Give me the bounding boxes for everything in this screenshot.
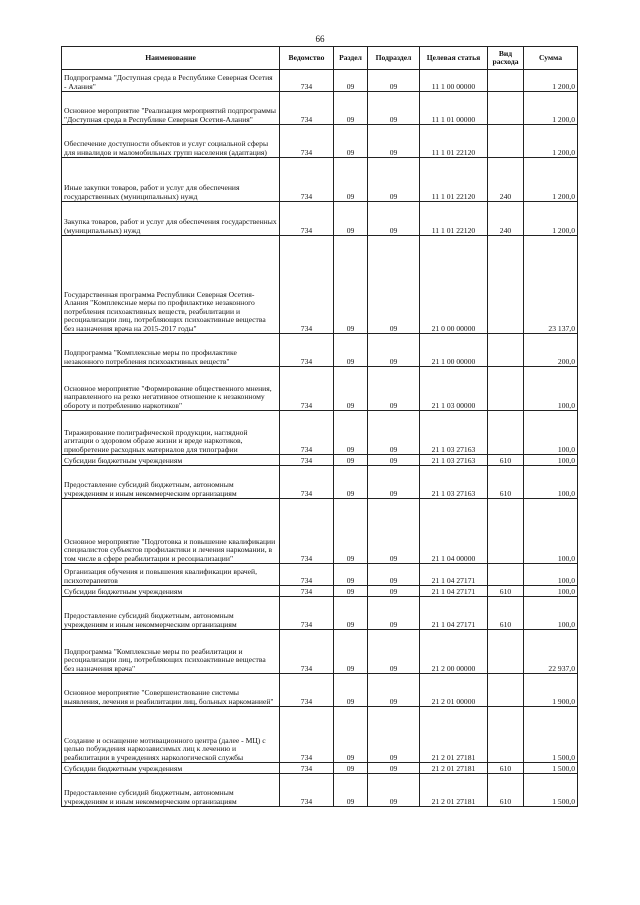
row-section: 09 <box>334 586 368 597</box>
row-dept: 734 <box>280 202 334 236</box>
row-kind <box>488 367 524 411</box>
row-sum: 1 200,0 <box>524 125 578 158</box>
row-name: Закупка товаров, работ и услуг для обеспечения государственных (муниципальных) нужд <box>62 202 280 236</box>
row-section: 09 <box>334 763 368 774</box>
col-header-kind: Вид расхода <box>488 47 524 70</box>
row-kind: 610 <box>488 763 524 774</box>
row-sum: 1 900,0 <box>524 674 578 707</box>
row-kind: 610 <box>488 455 524 466</box>
row-subsection: 09 <box>368 236 420 334</box>
budget-table <box>61 46 578 807</box>
col-header-sum: Сумма <box>524 47 578 70</box>
row-target: 21 2 01 00000 <box>420 674 488 707</box>
col-header-subsection: Подраздел <box>368 47 420 70</box>
table-row <box>62 763 578 774</box>
row-section: 09 <box>334 367 368 411</box>
row-name: Государственная программа Республики Северная Осетия-Алания "Комплексные меры по профилактике незаконного потребления психоактивных веществ, реабилитации и ресоциализации лиц, потребляющих психоактивные вещества без назначения врача на 2015-2017 годы" <box>62 236 280 334</box>
row-name: Иные закупки товаров, работ и услуг для обеспечения государственных (муниципальных) нужд <box>62 158 280 202</box>
row-name: Подпрограмма "Комплексные меры по реабилитации и ресоциализации лиц, потребляющих психоактивные вещества без назначения врача" <box>62 630 280 674</box>
row-subsection: 09 <box>368 466 420 499</box>
row-dept: 734 <box>280 158 334 202</box>
row-sum: 100,0 <box>524 455 578 466</box>
table-row <box>62 499 578 564</box>
row-section: 09 <box>334 597 368 630</box>
row-dept: 734 <box>280 499 334 564</box>
row-subsection: 09 <box>368 499 420 564</box>
row-kind <box>488 707 524 763</box>
row-section: 09 <box>334 236 368 334</box>
row-subsection: 09 <box>368 367 420 411</box>
table-row <box>62 158 578 202</box>
row-subsection: 09 <box>368 707 420 763</box>
row-target: 21 2 01 27181 <box>420 774 488 807</box>
row-name: Субсидии бюджетным учреждениям <box>62 763 280 774</box>
row-kind <box>488 236 524 334</box>
row-sum: 1 200,0 <box>524 70 578 92</box>
row-dept: 734 <box>280 707 334 763</box>
row-target: 21 2 01 27181 <box>420 707 488 763</box>
row-dept: 734 <box>280 586 334 597</box>
table-row <box>62 92 578 125</box>
row-dept: 734 <box>280 411 334 455</box>
row-section: 09 <box>334 466 368 499</box>
row-kind <box>488 499 524 564</box>
row-dept: 734 <box>280 564 334 586</box>
row-subsection: 09 <box>368 597 420 630</box>
row-kind: 610 <box>488 466 524 499</box>
row-name: Организация обучения и повышения квалификации врачей, психотерапевтов <box>62 564 280 586</box>
row-kind <box>488 70 524 92</box>
row-dept: 734 <box>280 334 334 367</box>
row-target: 11 1 01 22120 <box>420 158 488 202</box>
row-dept: 734 <box>280 674 334 707</box>
row-sum: 23 137,0 <box>524 236 578 334</box>
row-sum: 1 500,0 <box>524 774 578 807</box>
table-row <box>62 236 578 334</box>
row-dept: 734 <box>280 597 334 630</box>
row-sum: 100,0 <box>524 499 578 564</box>
row-dept: 734 <box>280 125 334 158</box>
row-name: Субсидии бюджетным учреждениям <box>62 455 280 466</box>
row-section: 09 <box>334 158 368 202</box>
row-subsection: 09 <box>368 334 420 367</box>
row-target: 11 1 01 22120 <box>420 202 488 236</box>
row-sum: 100,0 <box>524 564 578 586</box>
row-target: 21 0 00 00000 <box>420 236 488 334</box>
row-dept: 734 <box>280 630 334 674</box>
row-kind: 240 <box>488 158 524 202</box>
row-kind <box>488 630 524 674</box>
row-kind <box>488 564 524 586</box>
table-row <box>62 597 578 630</box>
row-kind: 240 <box>488 202 524 236</box>
row-subsection: 09 <box>368 630 420 674</box>
row-name: Основное мероприятие "Реализация мероприятий подпрограммы "Доступная среда в Республике Северная Осетия-Алания" <box>62 92 280 125</box>
row-target: 21 1 03 27163 <box>420 455 488 466</box>
row-sum: 1 200,0 <box>524 202 578 236</box>
row-dept: 734 <box>280 236 334 334</box>
row-sum: 1 200,0 <box>524 92 578 125</box>
row-section: 09 <box>334 564 368 586</box>
row-section: 09 <box>334 334 368 367</box>
row-dept: 734 <box>280 70 334 92</box>
row-target: 11 1 01 22120 <box>420 125 488 158</box>
row-kind <box>488 125 524 158</box>
row-name: Подпрограмма "Комплексные меры по профилактике незаконного потребления психоактивных веществ" <box>62 334 280 367</box>
col-header-target: Целевая статья <box>420 47 488 70</box>
row-subsection: 09 <box>368 564 420 586</box>
page-number: 66 <box>315 34 325 44</box>
row-name: Предоставление субсидий бюджетным, автономным учреждениям и иным некоммерческим организациям <box>62 466 280 499</box>
table-row <box>62 630 578 674</box>
col-header-section: Раздел <box>334 47 368 70</box>
row-section: 09 <box>334 707 368 763</box>
row-subsection: 09 <box>368 774 420 807</box>
row-name: Субсидии бюджетным учреждениям <box>62 586 280 597</box>
table-row <box>62 674 578 707</box>
row-target: 21 1 03 00000 <box>420 367 488 411</box>
row-sum: 1 200,0 <box>524 158 578 202</box>
table-row <box>62 367 578 411</box>
row-subsection: 09 <box>368 125 420 158</box>
row-target: 11 1 00 00000 <box>420 70 488 92</box>
col-header-name: Наименование <box>62 47 280 70</box>
row-target: 21 1 04 00000 <box>420 499 488 564</box>
table-row <box>62 70 578 92</box>
row-sum: 1 500,0 <box>524 707 578 763</box>
row-sum: 1 500,0 <box>524 763 578 774</box>
row-sum: 100,0 <box>524 411 578 455</box>
row-kind <box>488 411 524 455</box>
row-section: 09 <box>334 774 368 807</box>
row-sum: 100,0 <box>524 466 578 499</box>
table-row <box>62 334 578 367</box>
row-name: Предоставление субсидий бюджетным, автономным учреждениям и иным некоммерческим организациям <box>62 597 280 630</box>
row-target: 21 1 00 00000 <box>420 334 488 367</box>
row-subsection: 09 <box>368 674 420 707</box>
row-sum: 100,0 <box>524 597 578 630</box>
row-kind <box>488 334 524 367</box>
row-subsection: 09 <box>368 158 420 202</box>
row-subsection: 09 <box>368 455 420 466</box>
row-dept: 734 <box>280 367 334 411</box>
row-target: 21 1 04 27171 <box>420 597 488 630</box>
row-name: Подпрограмма "Доступная среда в Республике Северная Осетия - Алания" <box>62 70 280 92</box>
row-kind: 610 <box>488 597 524 630</box>
table-row <box>62 774 578 807</box>
row-section: 09 <box>334 674 368 707</box>
col-header-dept: Ведомство <box>280 47 334 70</box>
row-target: 21 2 01 27181 <box>420 763 488 774</box>
row-section: 09 <box>334 92 368 125</box>
row-kind: 610 <box>488 774 524 807</box>
row-dept: 734 <box>280 92 334 125</box>
row-dept: 734 <box>280 466 334 499</box>
row-section: 09 <box>334 455 368 466</box>
row-subsection: 09 <box>368 763 420 774</box>
row-subsection: 09 <box>368 70 420 92</box>
row-name: Обеспечение доступности объектов и услуг социальной сферы для инвалидов и маломобильных групп населения (адаптация) <box>62 125 280 158</box>
table-row <box>62 411 578 455</box>
table-header-row <box>62 47 578 70</box>
table-row <box>62 707 578 763</box>
row-section: 09 <box>334 411 368 455</box>
row-kind <box>488 92 524 125</box>
row-target: 21 1 04 27171 <box>420 586 488 597</box>
row-dept: 734 <box>280 763 334 774</box>
table-row <box>62 466 578 499</box>
row-target: 21 2 00 00000 <box>420 630 488 674</box>
row-target: 21 1 03 27163 <box>420 411 488 455</box>
row-subsection: 09 <box>368 411 420 455</box>
row-section: 09 <box>334 70 368 92</box>
row-name: Тиражирование полиграфической продукции, наглядной агитации о здоровом образе жизни и вреде наркотиков, приобретение расходных материалов для типографии <box>62 411 280 455</box>
table-row <box>62 125 578 158</box>
table-row <box>62 564 578 586</box>
row-dept: 734 <box>280 455 334 466</box>
row-kind: 610 <box>488 586 524 597</box>
row-sum: 100,0 <box>524 367 578 411</box>
row-target: 11 1 01 00000 <box>420 92 488 125</box>
row-subsection: 09 <box>368 586 420 597</box>
row-target: 21 1 03 27163 <box>420 466 488 499</box>
table-row <box>62 586 578 597</box>
row-subsection: 09 <box>368 92 420 125</box>
row-name: Создание и оснащение мотивационного центра (далее - МЦ) с целью побуждения наркозависимых лиц к лечению и реабилитации в учреждениях наркологической службы <box>62 707 280 763</box>
row-name: Основное мероприятие "Подготовка и повышение квалификации специалистов субъектов профилактики и лечения наркомании, в том числе в сфере реабилитации и ресоциализации" <box>62 499 280 564</box>
row-dept: 734 <box>280 774 334 807</box>
row-name: Основное мероприятие "Формирование общественного мнения, направленного на резко негативное отношение к незаконному обороту и потреблению наркотиков" <box>62 367 280 411</box>
row-sum: 100,0 <box>524 586 578 597</box>
row-subsection: 09 <box>368 202 420 236</box>
row-section: 09 <box>334 630 368 674</box>
row-section: 09 <box>334 202 368 236</box>
table-row <box>62 455 578 466</box>
row-kind <box>488 674 524 707</box>
row-sum: 200,0 <box>524 334 578 367</box>
row-name: Основное мероприятие "Совершенствование системы выявления, лечения и реабилитации лиц, больных наркоманией" <box>62 674 280 707</box>
row-target: 21 1 04 27171 <box>420 564 488 586</box>
table-row <box>62 202 578 236</box>
row-name: Предоставление субсидий бюджетным, автономным учреждениям и иным некоммерческим организациям <box>62 774 280 807</box>
row-section: 09 <box>334 499 368 564</box>
row-sum: 22 937,0 <box>524 630 578 674</box>
row-section: 09 <box>334 125 368 158</box>
